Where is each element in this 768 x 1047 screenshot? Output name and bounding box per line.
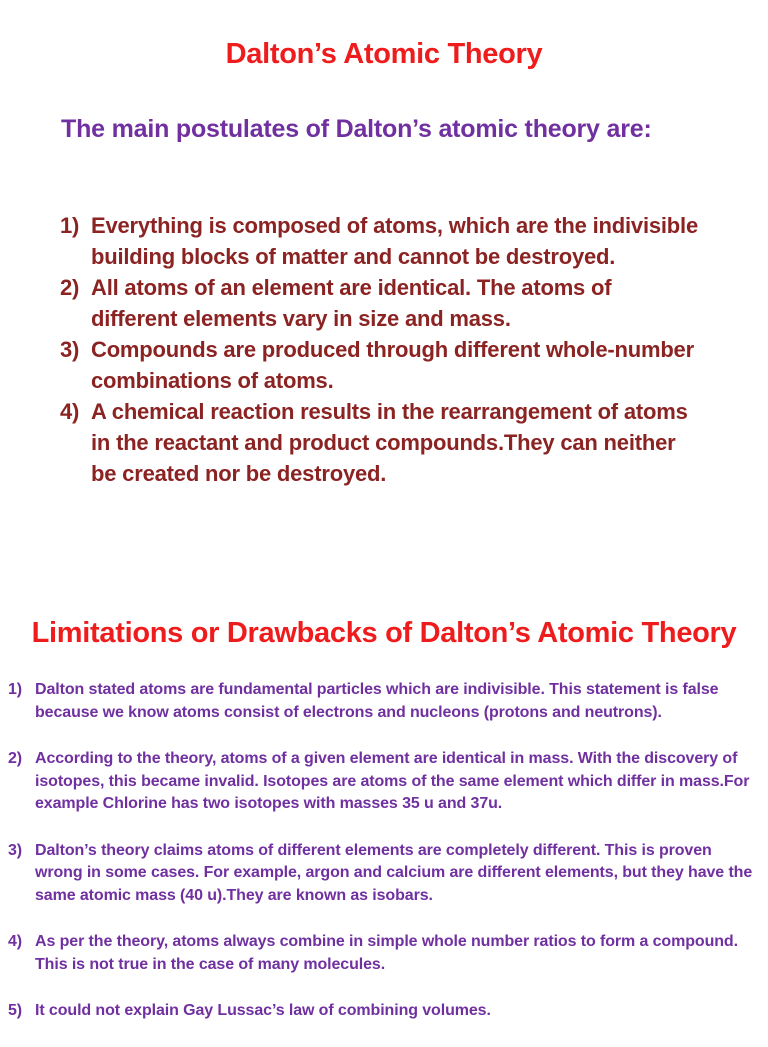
postulate-text: All atoms of an element are identical. The atoms of different elements vary in size and mass. (91, 275, 612, 331)
postulate-number: 3) (60, 337, 80, 362)
postulates-subheading: The main postulates of Dalton’s atomic theory are: (61, 115, 652, 143)
limitation-text: Dalton stated atoms are fundamental particles which are indivisible. This statement is false because we know atoms consist of electrons and nucleons (protons and neutrons). (35, 681, 719, 721)
postulate-item (60, 334, 700, 396)
postulate-text: A chemical reaction results in the rearrangement of atoms in the reactant and product compounds.They can neither be created nor be destroyed. (91, 399, 688, 486)
limitation-text: It could not explain Gay Lussac’s law of combining volumes. (35, 1002, 491, 1019)
limitation-number: 5) (8, 1002, 23, 1019)
postulate-number: 2) (60, 275, 80, 300)
postulate-item (60, 396, 700, 489)
postulate-number: 4) (60, 399, 80, 424)
postulate-text: Compounds are produced through different whole-number combinations of atoms. (91, 337, 694, 393)
limitation-number: 4) (8, 933, 23, 950)
limitation-item (8, 931, 763, 976)
postulate-text: Everything is composed of atoms, which are the indivisible building blocks of matter and cannot be destroyed. (91, 213, 698, 269)
limitations-heading: Limitations or Drawbacks of Dalton’s Atomic Theory (31, 617, 737, 649)
limitation-text: According to the theory, atoms of a given element are identical in mass. With the discovery of isotopes, this became invalid. Isotopes are atoms of the same element which differ in mass.For example Chlorine has two isotopes with masses 35 u and 37u. (35, 750, 750, 812)
postulate-item (60, 210, 700, 272)
limitation-item (8, 679, 763, 724)
limitation-item (8, 840, 763, 908)
postulate-number: 1) (60, 213, 80, 238)
limitations-list (8, 679, 763, 1047)
limitation-number: 3) (8, 841, 23, 859)
limitation-number: 2) (8, 750, 23, 767)
limitation-text: Dalton’s theory claims atoms of different elements are completely different. This is proven wrong in some cases. For example, argon and calcium are different elements, but they have the same atomic mass (40 u).They are known as isobars. (35, 841, 753, 904)
limitation-number: 1) (8, 681, 23, 698)
limitation-item (8, 1000, 763, 1023)
page-title: Dalton’s Atomic Theory (225, 38, 543, 70)
limitation-text: As per the theory, atoms always combine in simple whole number ratios to form a compound. This is not true in the case of many molecules. (35, 933, 738, 973)
postulate-item (60, 272, 700, 334)
postulates-list (60, 210, 700, 489)
limitation-item (8, 748, 763, 816)
